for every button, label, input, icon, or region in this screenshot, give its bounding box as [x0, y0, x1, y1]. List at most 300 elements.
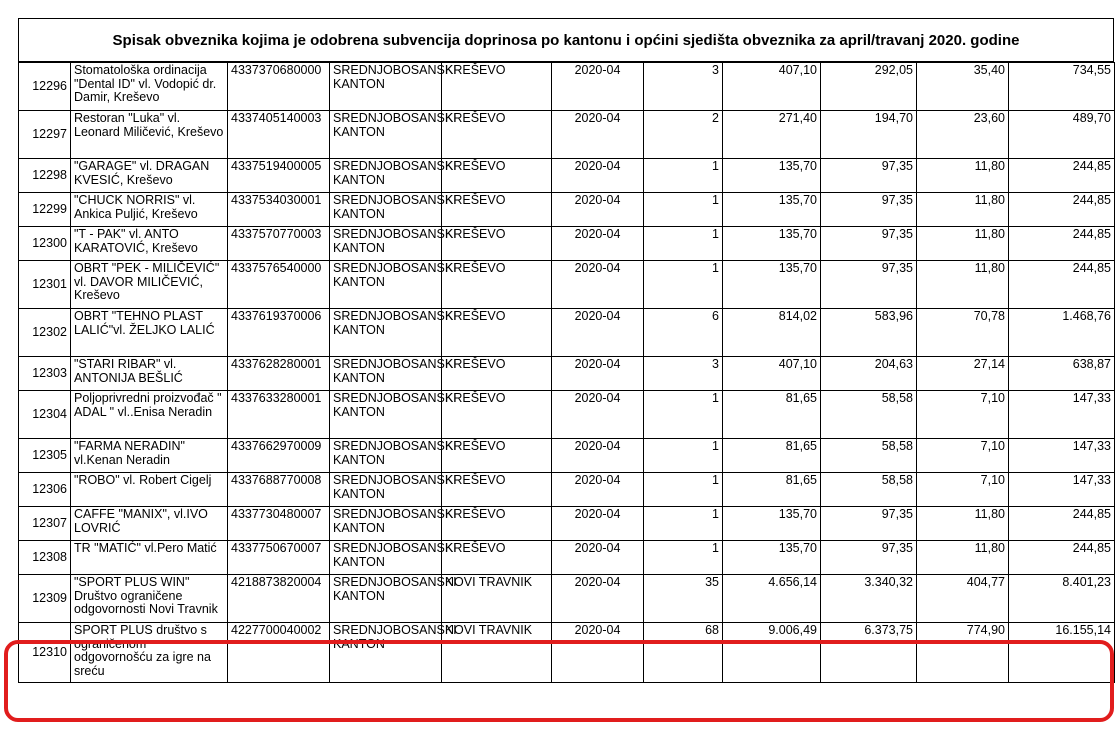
cell-jib [228, 111, 330, 159]
cell-text: 12301 [32, 276, 67, 291]
cell-text: 11,80 [974, 193, 1005, 207]
cell-kanton [330, 227, 457, 261]
cell-iznos3 [917, 623, 1009, 683]
cell-text: 97,35 [881, 541, 913, 555]
cell-ukupno [1009, 111, 1115, 159]
cell-text: 12296 [32, 78, 67, 93]
cell-opcina [442, 357, 552, 391]
cell-text: 2020-04 [574, 193, 621, 207]
cell-text: 1 [712, 227, 719, 241]
cell-text: 4337370680000 [231, 63, 322, 77]
cell-text: 135,70 [778, 159, 817, 173]
cell-broj [644, 111, 723, 159]
cell-text: KREŠEVO [445, 391, 506, 405]
cell-kanton [330, 439, 457, 473]
cell-kanton [330, 159, 457, 193]
cell-text: SPORT PLUS društvo s ograničenom odgovornošću za igre na sreću [74, 623, 211, 678]
cell-jib [228, 473, 330, 507]
cell-text: 194,70 [874, 111, 913, 125]
cell-period [552, 159, 644, 193]
table-row [19, 309, 1115, 357]
cell-text: 135,70 [778, 507, 817, 521]
cell-iznos2 [821, 541, 917, 575]
cell-text: 12303 [32, 365, 67, 380]
cell-text: 271,40 [778, 111, 817, 125]
cell-ukupno [1009, 575, 1115, 623]
cell-text: SREDNJOBOSANSKI KANTON [333, 541, 457, 569]
cell-text: 2020-04 [574, 507, 621, 521]
cell-text: SREDNJOBOSANSKI KANTON [333, 391, 457, 419]
cell-jib [228, 159, 330, 193]
cell-text: 244,85 [1072, 507, 1111, 521]
cell-text: SREDNJOBOSANSKI KANTON [333, 309, 457, 337]
cell-text: 6.373,75 [864, 623, 913, 637]
cell-text: 12302 [32, 324, 67, 339]
cell-text: 97,35 [881, 227, 913, 241]
cell-text: 135,70 [778, 261, 817, 275]
cell-text: 11,80 [974, 227, 1005, 241]
cell-opcina [442, 439, 552, 473]
cell-text: 3 [712, 357, 719, 371]
cell-iznos2 [821, 439, 917, 473]
cell-ukupno [1009, 507, 1115, 541]
cell-text: 58,58 [881, 473, 913, 487]
cell-iznos1 [723, 439, 821, 473]
cell-iznos2 [821, 391, 917, 439]
cell-text: 58,58 [881, 391, 913, 405]
cell-period [552, 63, 644, 111]
cell-ukupno [1009, 227, 1115, 261]
cell-text: 292,05 [874, 63, 913, 77]
cell-text: 68 [705, 623, 719, 637]
cell-rb [19, 473, 71, 507]
cell-text: 4.656,14 [768, 575, 817, 589]
cell-text: 12300 [32, 235, 67, 250]
cell-text: 58,58 [881, 439, 913, 453]
cell-naziv [71, 439, 228, 473]
cell-kanton [330, 623, 457, 683]
cell-text: SREDNJOBOSANSKI KANTON [333, 439, 457, 467]
cell-text: 1 [712, 391, 719, 405]
cell-text: 12310 [32, 644, 67, 659]
cell-text: 4337730480007 [231, 507, 322, 521]
cell-text: 2020-04 [574, 623, 621, 637]
cell-text: 81,65 [785, 473, 817, 487]
cell-naziv [71, 159, 228, 193]
cell-kanton [330, 357, 457, 391]
cell-iznos3 [917, 357, 1009, 391]
cell-text: 3.340,32 [864, 575, 913, 589]
cell-iznos1 [723, 357, 821, 391]
cell-rb [19, 261, 71, 309]
cell-text: 9.006,49 [768, 623, 817, 637]
cell-text: Restoran "Luka" vl. Leonard Miličević, Kreševo [74, 111, 224, 139]
cell-text: Poljoprivredni proizvođač " ADAL " vl..Enisa Neradin [74, 391, 222, 419]
cell-opcina [442, 193, 552, 227]
cell-naziv [71, 357, 228, 391]
cell-opcina [442, 309, 552, 357]
cell-text: 489,70 [1072, 111, 1111, 125]
table-row [19, 193, 1115, 227]
cell-broj [644, 507, 723, 541]
table-row [19, 473, 1115, 507]
cell-text: OBRT "PEK - MILIČEVIĆ" vl. DAVOR MILIČEVIĆ, Kreševo [74, 261, 220, 302]
cell-text: KREŠEVO [445, 507, 506, 521]
cell-iznos1 [723, 391, 821, 439]
cell-iznos1 [723, 261, 821, 309]
cell-text: 11,80 [974, 507, 1005, 521]
cell-kanton [330, 391, 457, 439]
table-row [19, 159, 1115, 193]
cell-text: SREDNJOBOSANSKI KANTON [333, 63, 457, 91]
cell-text: KREŠEVO [445, 357, 506, 371]
cell-jib [228, 227, 330, 261]
cell-opcina [442, 159, 552, 193]
cell-text: 16.155,14 [1055, 623, 1111, 637]
cell-jib [228, 357, 330, 391]
cell-broj [644, 193, 723, 227]
cell-text: 81,65 [785, 439, 817, 453]
cell-naziv [71, 309, 228, 357]
cell-text: 4337688770008 [231, 473, 322, 487]
cell-text: 1 [712, 439, 719, 453]
cell-text: 1.468,76 [1062, 309, 1111, 323]
cell-naziv [71, 111, 228, 159]
cell-kanton [330, 575, 457, 623]
cell-text: 2020-04 [574, 227, 621, 241]
table-row [19, 227, 1115, 261]
cell-text: 97,35 [881, 261, 913, 275]
cell-iznos3 [917, 309, 1009, 357]
cell-text: 135,70 [778, 227, 817, 241]
cell-text: SREDNJOBOSANSKI KANTON [333, 111, 457, 139]
cell-text: 734,55 [1072, 63, 1111, 77]
cell-text: 4337633280001 [231, 391, 322, 405]
cell-broj [644, 309, 723, 357]
cell-text: 244,85 [1072, 193, 1111, 207]
cell-text: 244,85 [1072, 541, 1111, 555]
cell-text: SREDNJOBOSANSKI KANTON [333, 357, 457, 385]
cell-period [552, 507, 644, 541]
cell-text: 4218873820004 [231, 575, 322, 589]
cell-naziv [71, 507, 228, 541]
cell-naziv [71, 63, 228, 111]
cell-ukupno [1009, 541, 1115, 575]
cell-text: 2 [712, 111, 719, 125]
cell-text: 12298 [32, 167, 67, 182]
cell-text: 12306 [32, 481, 67, 496]
cell-text: 12299 [32, 201, 67, 216]
table-row [19, 63, 1115, 111]
cell-text: 7,10 [980, 473, 1005, 487]
cell-opcina [442, 541, 552, 575]
cell-text: 81,65 [785, 391, 817, 405]
cell-text: 1 [712, 193, 719, 207]
cell-text: 147,33 [1072, 473, 1111, 487]
cell-iznos3 [917, 541, 1009, 575]
cell-text: 1 [712, 507, 719, 521]
cell-rb [19, 193, 71, 227]
cell-text: "T - PAK" vl. ANTO KARATOVIĆ, Kreševo [74, 227, 198, 255]
cell-text: 2020-04 [574, 261, 621, 275]
cell-iznos1 [723, 623, 821, 683]
cell-text: 2020-04 [574, 575, 621, 589]
cell-text: "GARAGE" vl. DRAGAN KVESIĆ, Kreševo [74, 159, 210, 187]
cell-jib [228, 193, 330, 227]
cell-text: "ROBO" vl. Robert Cigelj [74, 473, 212, 487]
cell-rb [19, 309, 71, 357]
cell-period [552, 473, 644, 507]
cell-text: 97,35 [881, 193, 913, 207]
cell-broj [644, 261, 723, 309]
cell-period [552, 391, 644, 439]
cell-text: 97,35 [881, 507, 913, 521]
cell-iznos2 [821, 63, 917, 111]
cell-text: 407,10 [778, 63, 817, 77]
cell-ukupno [1009, 391, 1115, 439]
cell-text: 1 [712, 159, 719, 173]
cell-jib [228, 63, 330, 111]
cell-text: 774,90 [966, 623, 1005, 637]
cell-text: 2020-04 [574, 439, 621, 453]
cell-text: 11,80 [974, 159, 1005, 173]
cell-naziv [71, 261, 228, 309]
cell-period [552, 227, 644, 261]
cell-opcina [442, 391, 552, 439]
table-row [19, 575, 1115, 623]
cell-iznos3 [917, 63, 1009, 111]
cell-ukupno [1009, 439, 1115, 473]
cell-text: 2020-04 [574, 473, 621, 487]
table-row [19, 439, 1115, 473]
cell-text: 7,10 [980, 439, 1005, 453]
cell-naziv [71, 193, 228, 227]
table-row [19, 623, 1115, 683]
cell-text: 4337619370006 [231, 309, 322, 323]
cell-text: 407,10 [778, 357, 817, 371]
cell-iznos3 [917, 159, 1009, 193]
cell-text: 70,78 [973, 309, 1005, 323]
cell-text: 12308 [32, 549, 67, 564]
cell-period [552, 111, 644, 159]
cell-text: "CHUCK NORRIS" vl. Ankica Puljić, Kreševo [74, 193, 198, 221]
table-row [19, 541, 1115, 575]
table-body [19, 63, 1115, 683]
cell-kanton [330, 111, 457, 159]
cell-text: SREDNJOBOSANSKI KANTON [333, 507, 457, 535]
cell-text: 638,87 [1072, 357, 1111, 371]
cell-rb [19, 357, 71, 391]
cell-text: 27,14 [973, 357, 1005, 371]
cell-iznos2 [821, 193, 917, 227]
cell-broj [644, 391, 723, 439]
cell-text: 147,33 [1072, 391, 1111, 405]
cell-text: SREDNJOBOSANSKI KANTON [333, 193, 457, 221]
cell-text: 3 [712, 63, 719, 77]
cell-opcina [442, 473, 552, 507]
cell-opcina [442, 227, 552, 261]
cell-text: 147,33 [1072, 439, 1111, 453]
cell-period [552, 575, 644, 623]
cell-iznos2 [821, 227, 917, 261]
cell-text: SREDNJOBOSANSKI KANTON [333, 575, 457, 603]
cell-text: KREŠEVO [445, 439, 506, 453]
cell-broj [644, 541, 723, 575]
cell-jib [228, 391, 330, 439]
table-row [19, 391, 1115, 439]
cell-iznos1 [723, 193, 821, 227]
cell-iznos1 [723, 541, 821, 575]
cell-kanton [330, 261, 457, 309]
table-row [19, 507, 1115, 541]
cell-text: 97,35 [881, 159, 913, 173]
cell-period [552, 309, 644, 357]
cell-broj [644, 159, 723, 193]
cell-text: 1 [712, 473, 719, 487]
cell-iznos1 [723, 63, 821, 111]
cell-iznos1 [723, 507, 821, 541]
cell-kanton [330, 507, 457, 541]
cell-rb [19, 575, 71, 623]
cell-text: OBRT "TEHNO PLAST LALIĆ"vl. ŽELJKO LALIĆ [74, 309, 215, 337]
cell-text: 2020-04 [574, 391, 621, 405]
cell-text: 4337628280001 [231, 357, 322, 371]
cell-iznos2 [821, 357, 917, 391]
cell-iznos3 [917, 111, 1009, 159]
cell-rb [19, 623, 71, 683]
cell-ukupno [1009, 193, 1115, 227]
cell-text: 11,80 [974, 541, 1005, 555]
cell-iznos1 [723, 575, 821, 623]
cell-kanton [330, 473, 457, 507]
cell-text: 12309 [32, 590, 67, 605]
cell-iznos2 [821, 159, 917, 193]
cell-text: SREDNJOBOSANSKI KANTON [333, 159, 457, 187]
cell-text: SREDNJOBOSANSKI KANTON [333, 227, 457, 255]
cell-iznos2 [821, 261, 917, 309]
cell-rb [19, 159, 71, 193]
cell-kanton [330, 309, 457, 357]
cell-text: 404,77 [966, 575, 1005, 589]
cell-text: 4337519400005 [231, 159, 322, 173]
cell-ukupno [1009, 623, 1115, 683]
cell-broj [644, 227, 723, 261]
cell-text: 6 [712, 309, 719, 323]
cell-text: 4337534030001 [231, 193, 322, 207]
cell-rb [19, 63, 71, 111]
cell-text: 35 [705, 575, 719, 589]
cell-opcina [442, 63, 552, 111]
cell-text: 23,60 [973, 111, 1005, 125]
cell-iznos1 [723, 473, 821, 507]
cell-iznos1 [723, 111, 821, 159]
cell-text: SREDNJOBOSANSKI KANTON [333, 623, 457, 651]
cell-text: SREDNJOBOSANSKI KANTON [333, 473, 457, 501]
subsidy-table [18, 62, 1115, 683]
cell-jib [228, 439, 330, 473]
table-row [19, 111, 1115, 159]
cell-iznos2 [821, 507, 917, 541]
cell-text: 4337576540000 [231, 261, 322, 275]
cell-kanton [330, 541, 457, 575]
cell-text: "FARMA NERADIN" vl.Kenan Neradin [74, 439, 185, 467]
cell-text: 12304 [32, 406, 67, 421]
cell-naziv [71, 541, 228, 575]
cell-naziv [71, 623, 228, 683]
cell-text: 4337570770003 [231, 227, 322, 241]
cell-iznos3 [917, 439, 1009, 473]
cell-iznos2 [821, 309, 917, 357]
cell-text: 2020-04 [574, 159, 621, 173]
cell-iznos3 [917, 575, 1009, 623]
cell-text: KREŠEVO [445, 541, 506, 555]
cell-text: 2020-04 [574, 111, 621, 125]
cell-iznos3 [917, 391, 1009, 439]
cell-iznos3 [917, 193, 1009, 227]
cell-period [552, 193, 644, 227]
cell-broj [644, 473, 723, 507]
cell-rb [19, 227, 71, 261]
cell-text: 12297 [32, 126, 67, 141]
cell-jib [228, 575, 330, 623]
cell-opcina [442, 261, 552, 309]
cell-iznos2 [821, 623, 917, 683]
cell-text: "SPORT PLUS WIN" Društvo ograničene odgovornosti Novi Travnik [74, 575, 218, 616]
cell-kanton [330, 63, 457, 111]
cell-text: 583,96 [874, 309, 913, 323]
cell-ukupno [1009, 159, 1115, 193]
cell-text: KREŠEVO [445, 193, 506, 207]
cell-text: 11,80 [974, 261, 1005, 275]
cell-naziv [71, 473, 228, 507]
cell-rb [19, 507, 71, 541]
cell-text: 4227700040002 [231, 623, 322, 637]
cell-ukupno [1009, 473, 1115, 507]
cell-broj [644, 357, 723, 391]
cell-text: KREŠEVO [445, 261, 506, 275]
cell-text: 2020-04 [574, 309, 621, 323]
cell-ukupno [1009, 63, 1115, 111]
cell-text: KREŠEVO [445, 309, 506, 323]
cell-period [552, 357, 644, 391]
cell-period [552, 541, 644, 575]
cell-jib [228, 623, 330, 683]
cell-text: CAFFE "MANIX", vl.IVO LOVRIĆ [74, 507, 208, 535]
cell-text: 4337662970009 [231, 439, 322, 453]
cell-text: 1 [712, 541, 719, 555]
cell-broj [644, 623, 723, 683]
report-title: Spisak obveznika kojima je odobrena subvencija doprinosa po kantonu i općini sjedišta obveznika za april/travanj 2020. godine [18, 18, 1114, 62]
cell-text: 244,85 [1072, 227, 1111, 241]
cell-text: 204,63 [874, 357, 913, 371]
cell-jib [228, 507, 330, 541]
cell-opcina [442, 507, 552, 541]
cell-jib [228, 261, 330, 309]
cell-iznos1 [723, 309, 821, 357]
cell-rb [19, 541, 71, 575]
cell-text: KREŠEVO [445, 473, 506, 487]
cell-broj [644, 575, 723, 623]
cell-text: 2020-04 [574, 541, 621, 555]
cell-iznos3 [917, 507, 1009, 541]
cell-text: 1 [712, 261, 719, 275]
cell-broj [644, 439, 723, 473]
cell-naziv [71, 575, 228, 623]
cell-text: SREDNJOBOSANSKI KANTON [333, 261, 457, 289]
cell-text: 135,70 [778, 541, 817, 555]
cell-ukupno [1009, 309, 1115, 357]
cell-text: TR "MATIĆ" vl.Pero Matić [74, 541, 217, 555]
